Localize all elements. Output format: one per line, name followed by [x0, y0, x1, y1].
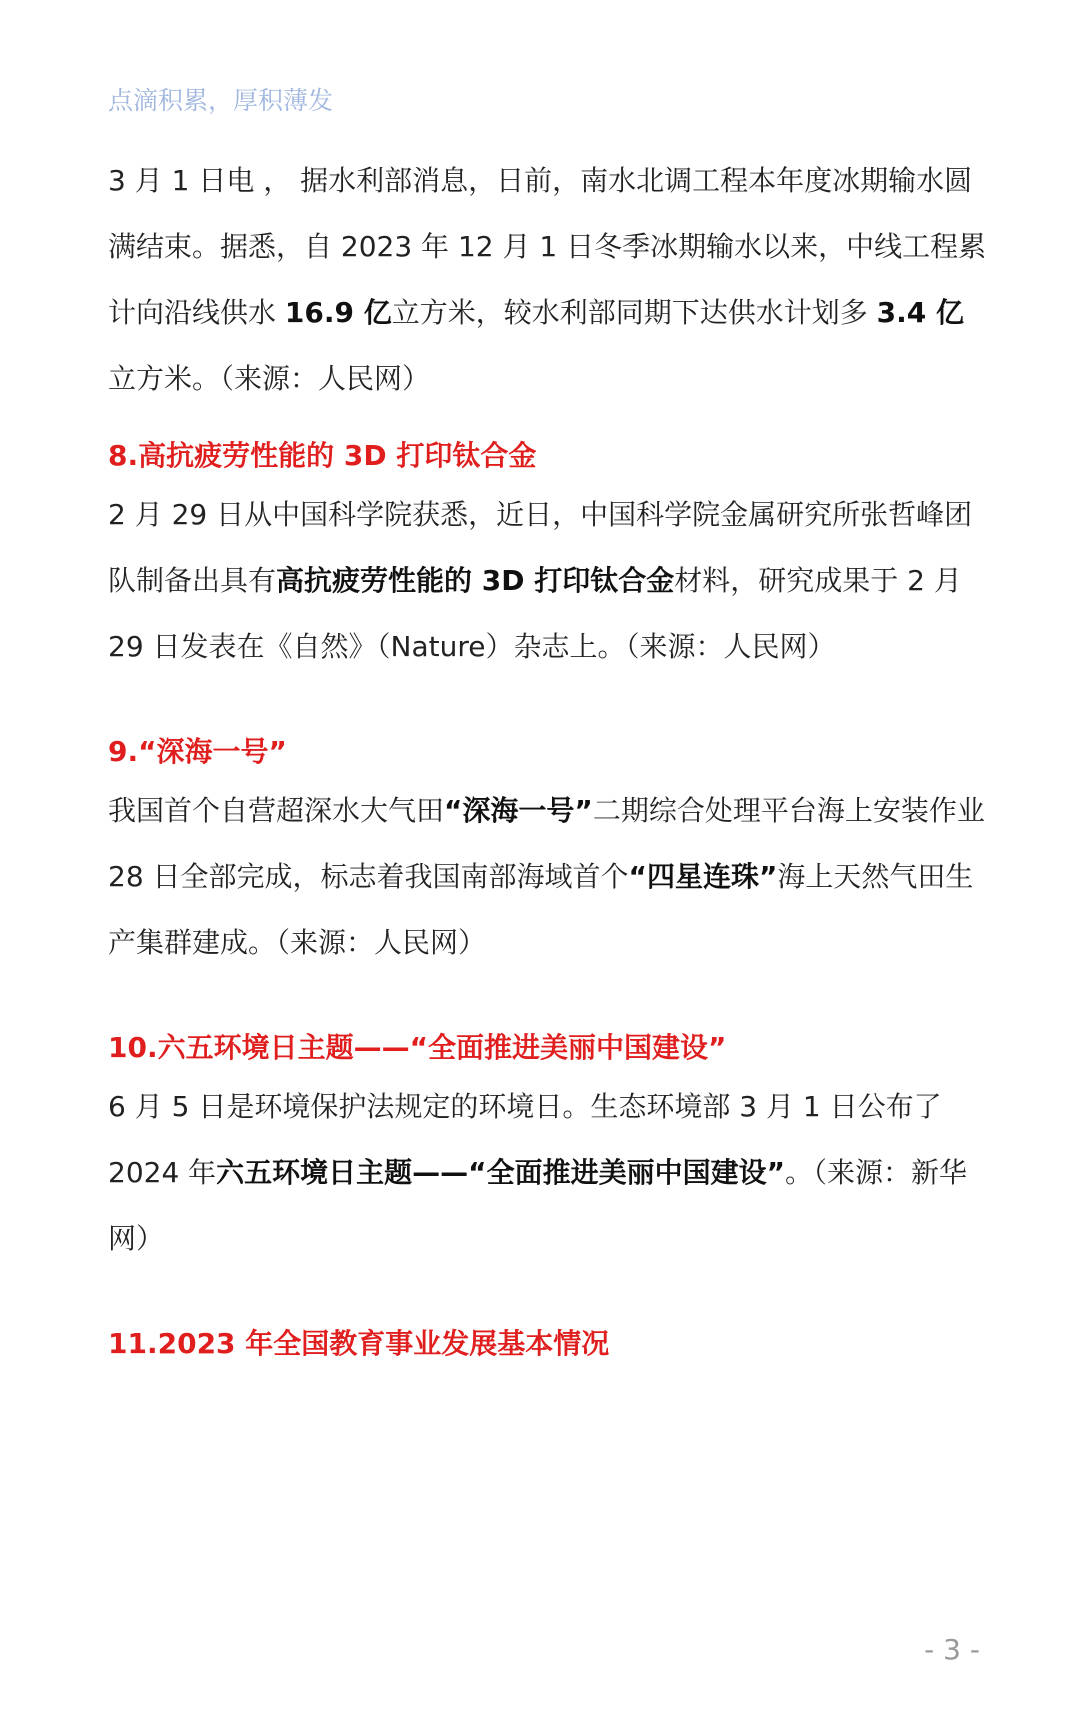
bold-emphasis-text: 高抗疲劳性能的 3D 打印钛合金	[276, 564, 675, 597]
bold-emphasis-text: 16.9 亿	[284, 296, 392, 329]
header-motto: 点滴积累，厚积薄发	[108, 86, 334, 115]
paragraph-deep-sea-one	[108, 778, 988, 976]
bold-emphasis-text: 3.4 亿	[876, 296, 965, 329]
body-text: 二期综合处理平台海上安装作业 28 日全部完成，标志着我国南部海域首个	[108, 794, 985, 893]
body-text: 2 月 29 日从中国科学院获悉，近日，中国科学院金属研究所张哲峰团队制备出具有	[108, 498, 973, 597]
paragraph-environment-day	[108, 1074, 988, 1272]
body-text: 立方米，较水利部同期下达供水计划多	[391, 296, 877, 329]
page-number: - 3 -	[924, 1633, 980, 1666]
section-heading-8: 8.高抗疲劳性能的 3D 打印钛合金	[108, 439, 537, 472]
paragraph-titanium-alloy	[108, 482, 988, 680]
body-text: 立方米。（来源：人民网）	[108, 362, 431, 395]
body-text: 6 月 5 日是环境保护法规定的环境日。生态环境部 3 月 1 日公布了 2024 年	[108, 1090, 942, 1189]
section-heading-9: 9.“深海一号”	[108, 735, 287, 768]
body-text: 海上天然气田生产集群建成。（来源：人民网）	[108, 860, 974, 959]
bold-emphasis-text: 六五环境日主题——“全面推进美丽中国建设”	[216, 1156, 785, 1189]
bold-emphasis-text: “四星连珠”	[628, 860, 778, 893]
body-text: 材料，研究成果于 2 月 29 日发表在《自然》（Nature）杂志上。（来源：人民网）	[108, 564, 962, 663]
bold-emphasis-text: “深海一号”	[444, 794, 593, 827]
body-text: 3 月 1 日电 ， 据水利部消息，日前，南水北调工程本年度冰期输水圆满结束。据悉，自 2023 年 12 月 1 日冬季冰期输水以来，中线工程累计向沿线供水	[108, 164, 987, 329]
section-heading-11: 11.2023 年全国教育事业发展基本情况	[108, 1327, 610, 1360]
section-heading-10: 10.六五环境日主题——“全面推进美丽中国建设”	[108, 1031, 727, 1064]
body-text: 。（来源：新华网）	[108, 1156, 967, 1255]
body-text: 我国首个自营超深水大气田	[108, 794, 445, 827]
paragraph-water-diversion	[108, 148, 988, 412]
